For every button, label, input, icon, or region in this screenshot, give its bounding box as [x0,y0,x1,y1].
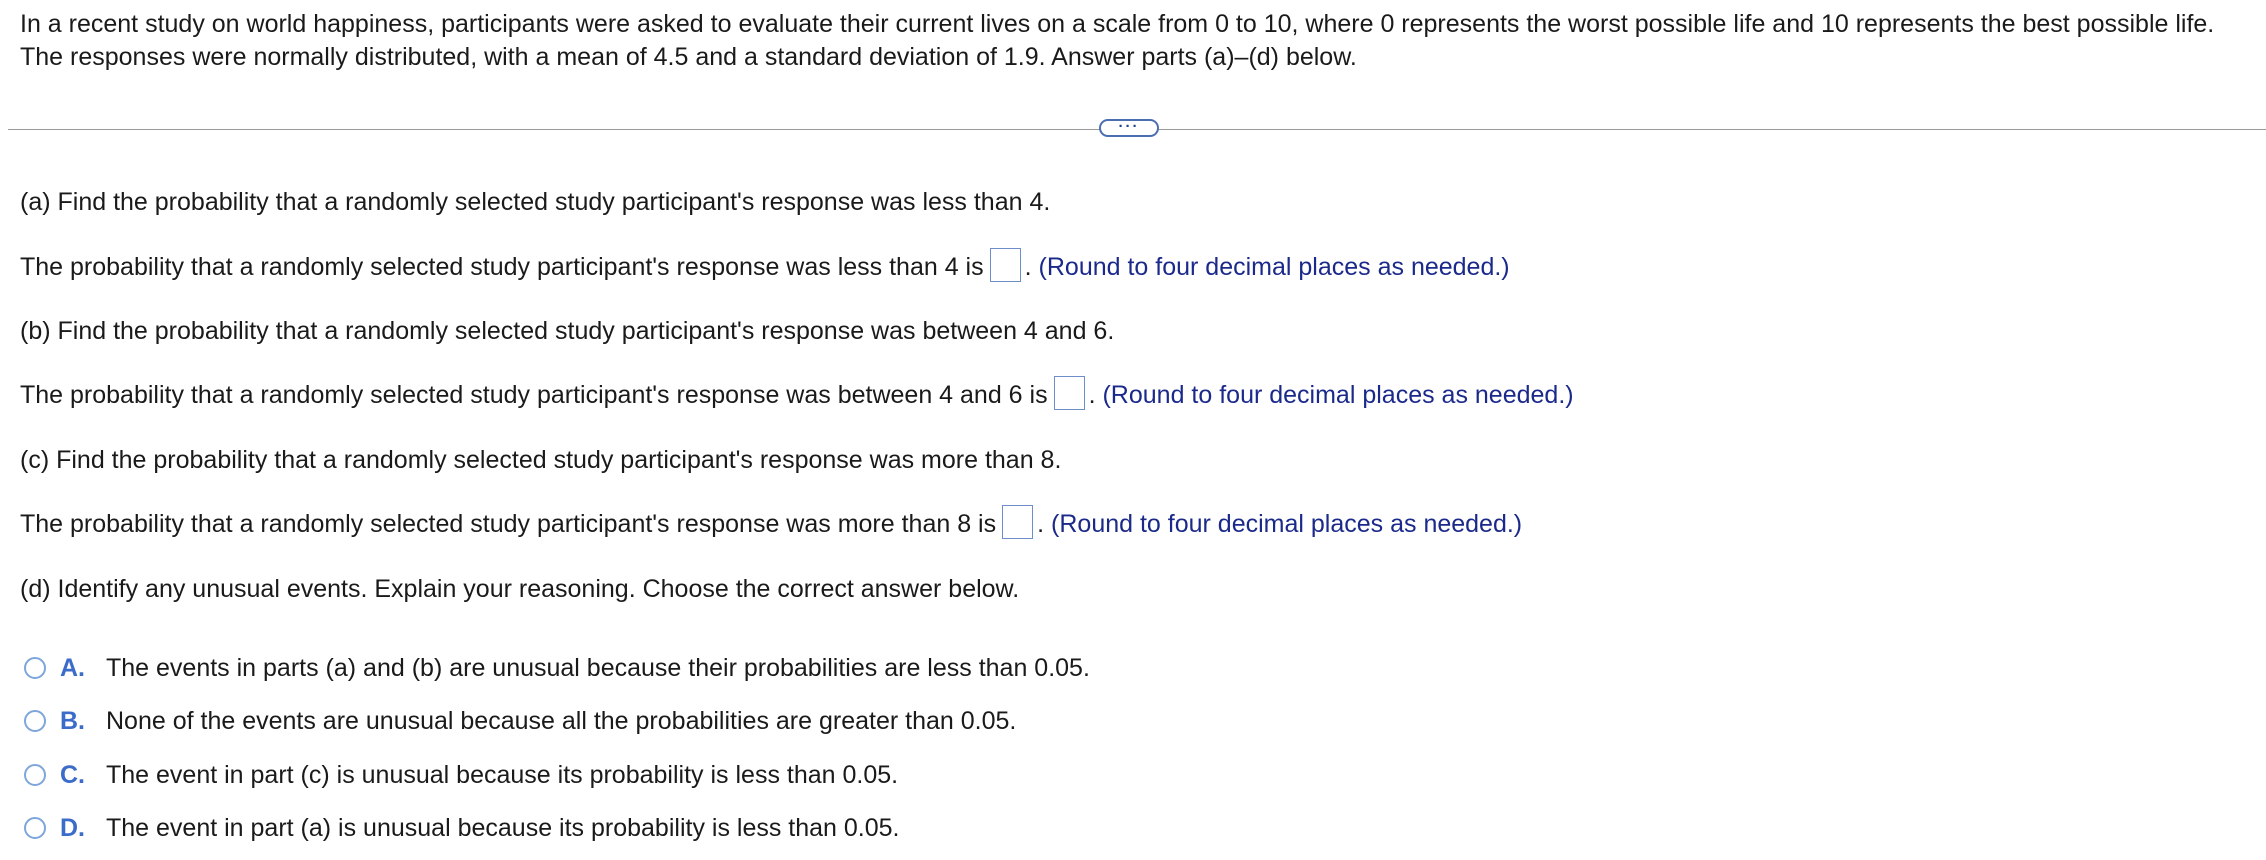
part-c-answer-prefix: The probability that a randomly selected study participant's response was more than 8 is [20,510,997,538]
choice-d[interactable] [24,813,900,843]
part-a-answer-input[interactable] [990,248,1021,282]
choice-c[interactable] [24,760,898,790]
part-c-answer-period: . [1037,510,1045,538]
choice-b-text: None of the events are unusual because all the probabilities are greater than 0.05. [106,707,1017,735]
part-c-answer-row [20,509,1522,539]
part-c-answer-input[interactable] [1002,505,1033,539]
choice-b-letter: B. [60,707,85,735]
part-a-question: (a) Find the probability that a randomly selected study participant's response was less than 4. [20,188,1051,216]
choice-c-text: The event in part (c) is unusual because its probability is less than 0.05. [106,761,899,789]
choice-d-text: The event in part (a) is unusual because its probability is less than 0.05. [106,814,900,842]
choice-a-text: The events in parts (a) and (b) are unusual because their probabilities are less than 0.05. [106,654,1090,682]
part-b-question: (b) Find the probability that a randomly selected study participant's response was between 4 and 6. [20,317,1115,345]
part-a-answer-period: . [1024,253,1032,281]
part-b-answer-row [20,380,1574,410]
part-d-question: (d) Identify any unusual events. Explain your reasoning. Choose the correct answer below. [20,575,1020,603]
part-a-answer-row [20,252,1510,282]
part-c-question: (c) Find the probability that a randomly selected study participant's response was more than 8. [20,446,1062,474]
problem-statement: In a recent study on world happiness, participants were asked to evaluate their current lives on a scale from 0 to 10, where 0 represents the worst possible life and 10 represents the best possible life. The responses were normally distributed, with a mean of 4.5 and a standard deviation of 1.9. Answer parts (a)–(d) below. [20,10,2215,71]
expand-more-button[interactable]: ··· [1099,119,1159,137]
part-a-answer-prefix: The probability that a randomly selected study participant's response was less than 4 is [20,253,984,281]
part-b-answer-input[interactable] [1054,376,1085,410]
part-b-answer-period: . [1088,381,1096,409]
choice-b[interactable] [24,706,1016,736]
part-b-rounding-hint: (Round to four decimal places as needed.) [1102,381,1574,409]
choice-d-letter: D. [60,814,85,842]
choice-b-radio[interactable] [24,710,46,732]
part-c-rounding-hint: (Round to four decimal places as needed.) [1051,510,1523,538]
part-a-rounding-hint: (Round to four decimal places as needed.) [1038,253,1510,281]
choice-c-radio[interactable] [24,764,46,786]
choice-a[interactable] [24,653,1090,683]
choice-a-letter: A. [60,654,85,682]
choice-a-radio[interactable] [24,657,46,679]
choice-d-radio[interactable] [24,817,46,839]
part-b-answer-prefix: The probability that a randomly selected study participant's response was between 4 and 6 is [20,381,1048,409]
choice-c-letter: C. [60,761,85,789]
